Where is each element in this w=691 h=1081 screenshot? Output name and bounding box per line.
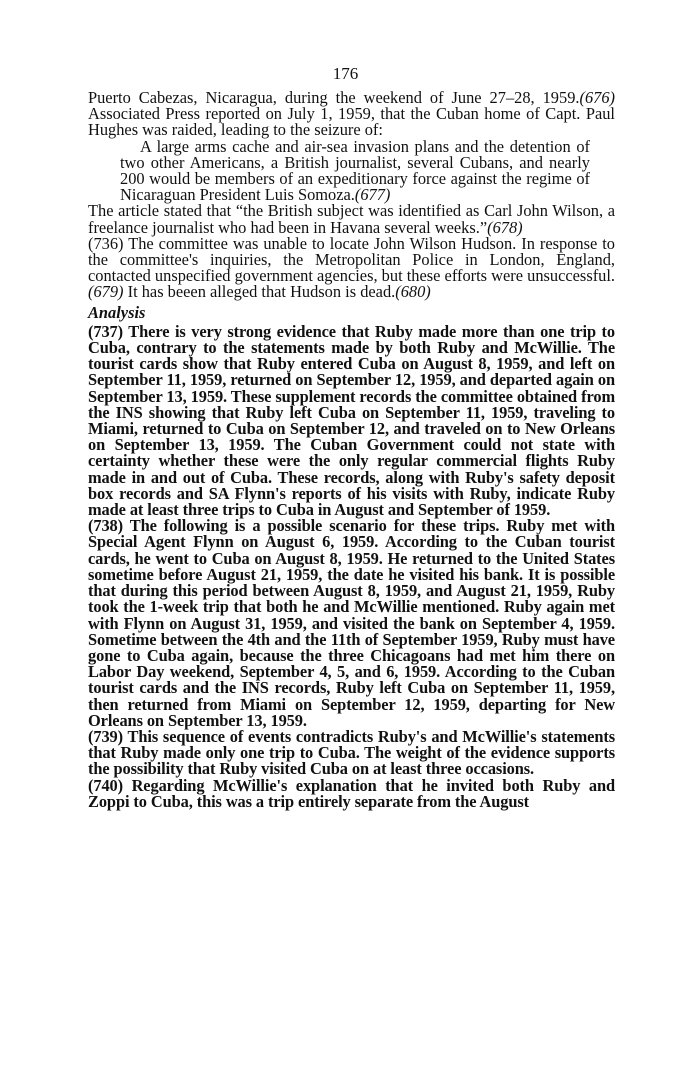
paragraph-text: Associated Press reported on July 1, 1959, that the Cuban home of Capt. Paul Hughes was raided, leading to the seizure of: (88, 104, 615, 140)
paragraph-number: (736) (88, 233, 124, 253)
paragraph-739 (88, 726, 615, 779)
paragraph-number: (739) (88, 726, 124, 746)
page-number: 176 (332, 64, 359, 83)
paragraph-736 (88, 233, 615, 302)
paragraph-text: There is very strong evidence that Ruby made more than one trip to Cuba, contrary to the statements made by both Ruby and McWillie. The tourist cards show that Ruby entered Cuba on August 8, 1959, and left on September 11, 1959, returned on September 12, 1959, and departed again on September 13, 1959. These supplement records the committee obtained from the INS showing that Ruby left Cuba on September 11, 1959, traveling to Miami, returned to Cuba on September 12, and traveled on to New Orleans on September 13, 1959. The Cuban Government could not state with certainty whether these were the only regular commercial flights Ruby made in and out of Cuba. These records, along with Ruby's safety deposit box records and SA Flynn's reports of his visits with Ruby, indicate Ruby made at least three trips to Cuba in August and September of 1959. (88, 321, 615, 520)
paragraph-text: Regarding McWillie's explanation that he invited both Ruby and Zoppi to Cuba, this was a trip entirely separate from the August (88, 775, 615, 811)
section-heading: Analysis (88, 302, 146, 322)
paragraph-intro (88, 90, 615, 139)
paragraph-text: It has beeen alleged that Hudson is dead. (123, 282, 396, 302)
block-quote (120, 136, 590, 205)
paragraph-number: (738) (88, 516, 124, 536)
paragraph-text: The following is a possible scenario for these trips. Ruby met with Special Agent Flynn on August 6, 1959. According to the Cuban tourist cards, he went to Cuba on August 8, 1959. He returned to the United States sometime before August 21, 1959, the date he visited his bank. It is possible that during this period between August 8, 1959, and August 21, 1959, Ruby took the 1-week trip that both he and McWillie mentioned. Ruby again met with Flynn on August 31, 1959, and visited the bank on September 4, 1959. Sometime between the 4th and the 11th of September 1959, Ruby must have gone to Cuba again, because the three Chicagoans had met him there on Labor Day weekend, September 4, 5, and 6, 1959. According to the Cuban tourist cards and the INS records, Ruby left Cuba on September 11, 1959, then returned from Miami on September 12, 1959, departing for New Orleans on September 13, 1959. (88, 516, 615, 730)
paragraph-text: The article stated that “the British subject was identified as Carl John Wilson, a freelance journalist who had been in Havana several weeks.” (88, 201, 615, 237)
paragraph-737 (88, 321, 615, 520)
paragraph-number: (737) (88, 321, 124, 341)
paragraph-text: The committee was unable to locate John Wilson Hudson. In response to the committee's inquiries, the Metropolitan Police in London, England, contacted unspecified government agencies, but these efforts were unsuccessful. (88, 233, 615, 286)
paragraph-article (88, 203, 615, 235)
paragraph-738 (88, 518, 615, 729)
paragraph-740 (88, 775, 615, 811)
footnote-ref: (677) (354, 185, 391, 205)
paragraph-text: This sequence of events contradicts Ruby's and McWillie's statements that Ruby made only one trip to Cuba. The weight of the evidence supports the possibility that Ruby visited Cuba on at least three occasions. (88, 726, 615, 779)
footnote-ref: (680) (395, 282, 431, 302)
footnote-ref: (678) (487, 217, 523, 237)
paragraph-text: Puerto Cabezas, Nicaragua, during the weekend of June 27–28, 1959. (88, 88, 580, 107)
footnote-ref: (676) (579, 88, 615, 107)
page-body (88, 90, 615, 810)
paragraph-number: (740) (88, 775, 124, 795)
quote-text: A large arms cache and air-sea invasion plans and the detention of two other Americans, a British journalist, several Cubans, and nearly 200 would be members of an expeditionary force against the regime of Nicaraguan President Luis Somoza. (120, 136, 590, 205)
footnote-ref: (679) (88, 282, 124, 302)
